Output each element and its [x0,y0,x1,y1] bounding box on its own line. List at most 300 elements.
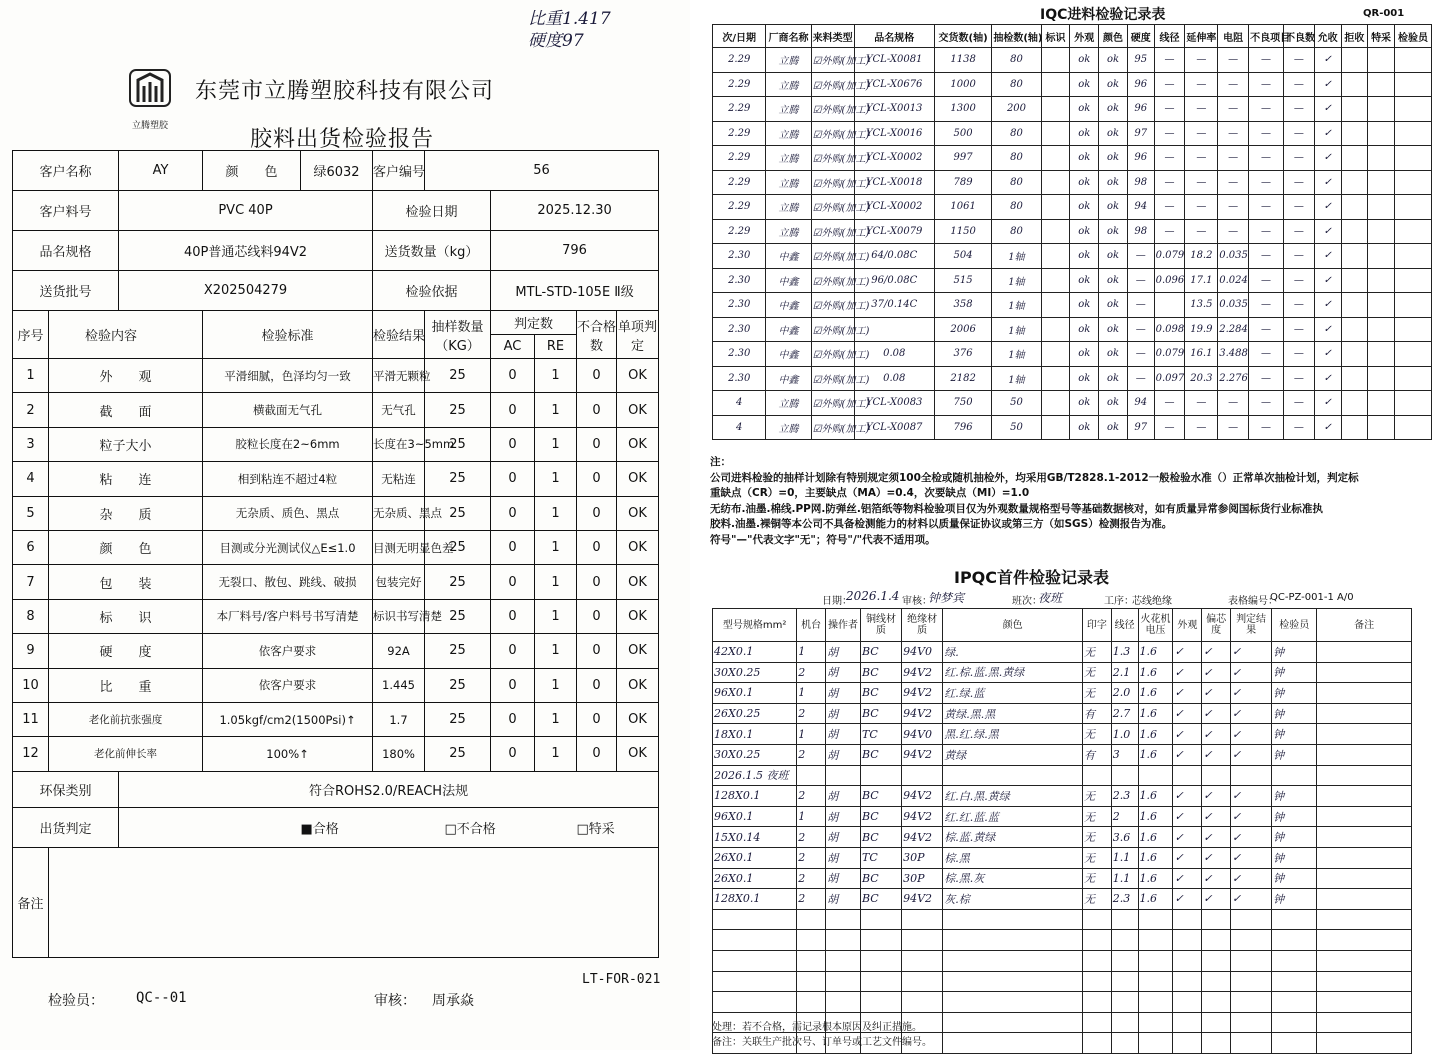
report-cell-std: 横截面无气孔 [203,393,373,427]
report-row [13,530,659,564]
shipment-special: □特采 [577,807,659,847]
iqc-row [713,244,1432,269]
iqc-cell: 515 [934,268,992,293]
ipqc-cell [713,992,797,1013]
iqc-row [713,415,1432,440]
report-cell-sample: 25 [425,462,491,496]
iqc-row [713,121,1432,146]
iqc-cell: ok [1070,146,1099,171]
iqc-cell: — [1284,391,1315,416]
iqc-cell: 80 [992,121,1041,146]
ipqc-cell [1317,744,1412,765]
ipqc-cell: 红.棕.蓝.黑.黄绿 [943,662,1083,683]
ipqc-cell: 26X0.1 [713,847,797,868]
iqc-cell: 中鑫 [766,317,811,342]
iqc-cell: ☑外购(加工) [811,97,854,122]
iqc-cell: 376 [934,342,992,367]
ipqc-cell [1317,930,1412,951]
ipqc-cell [1173,1033,1202,1054]
iqc-cell [1368,391,1395,416]
ipqc-cell [1111,909,1138,930]
ipqc-cell [1111,950,1138,971]
ipqc-cell: 无 [1083,683,1112,704]
iqc-cell: — [1284,146,1315,171]
report-cell-no: 3 [13,427,49,461]
iqc-row [713,72,1432,97]
ipqc-cell: 30X0.25 [713,662,797,683]
ipqc-cell [1202,971,1231,992]
ipqc-cell [902,930,943,951]
iqc-cell: 中鑫 [766,342,811,367]
ipqc-cell [1083,909,1112,930]
iqc-cell: — [1218,219,1249,244]
iqc-row [713,317,1432,342]
ipqc-cell: 26X0.25 [713,703,797,724]
note-density: 比重1.417 [528,9,611,29]
ipqc-cell: 灰.棕 [943,889,1083,910]
ipqc-cell: 棕.黑 [943,847,1083,868]
iqc-cell: 1轴 [992,366,1041,391]
iqc-header-cell: 不良项目 [1249,25,1284,48]
ipqc-cell: ✓ [1231,806,1272,827]
ipqc-cell: 红.红.蓝.蓝 [943,806,1083,827]
report-cell-result: 无杂质、黑点 [373,496,425,530]
ipqc-cell: BC [861,642,902,663]
ipqc-cell [943,1033,1083,1054]
iqc-rows [713,25,1432,440]
iqc-cell: ☑外购(加工) [811,391,854,416]
ipqc-cell: 2 [797,662,826,683]
iqc-cell: ok [1070,244,1099,269]
iqc-cell: ok [1099,244,1128,269]
iqc-cell: 中鑫 [766,268,811,293]
report-cell-ac: 0 [491,427,535,461]
iqc-cell [1368,342,1395,367]
report-row [13,462,659,496]
report-cell-re: 1 [535,393,577,427]
iqc-cell [1041,195,1070,220]
iqc-cell: ☑外购(加工) [811,170,854,195]
ipqc-cell [1138,930,1173,951]
ipqc-cell: 钟 [1272,703,1317,724]
ipqc-cell: 1.6 [1138,642,1173,663]
ipqc-cell [1231,950,1272,971]
ipqc-cell: 128X0.1 [713,786,797,807]
iqc-cell: — [1127,366,1154,391]
ipqc-cell: 钟 [1272,662,1317,683]
ipqc-cell [943,930,1083,951]
iqc-cell: 2.29 [713,146,766,171]
report-cell-item: 截 面 [49,393,203,427]
ipqc-cell: 钟 [1272,889,1317,910]
iqc-cell [1341,293,1368,318]
ipqc-cell [1231,1012,1272,1033]
iqc-cell: 95 [1127,48,1154,73]
report-cell-std: 依客户要求 [203,634,373,668]
report-cell-re: 1 [535,702,577,736]
ipqc-cell: 钟 [1272,683,1317,704]
report-cell-ng: 0 [577,530,617,564]
iqc-cell: 789 [934,170,992,195]
ipqc-cell [1317,703,1412,724]
report-cell-std: 无裂口、散包、跳线、破损 [203,565,373,599]
ipqc-cell: ✓ [1202,703,1231,724]
iqc-cell: — [1218,48,1249,73]
iqc-header-row [713,25,1432,48]
ipqc-process-label: 工序： [1104,596,1134,607]
iqc-cell: 0.097 [1154,366,1185,391]
report-cell-result: 长度在3~5mm [373,427,425,461]
iqc-row [713,391,1432,416]
ipqc-cell: ✓ [1231,683,1272,704]
iqc-cell: 80 [992,146,1041,171]
ipqc-cell: 1.6 [1138,868,1173,889]
iqc-cell [1394,317,1431,342]
iqc-cell: — [1249,195,1284,220]
iqc-cell: ok [1070,97,1099,122]
iqc-cell: 96 [1127,146,1154,171]
ipqc-cell: 胡 [826,662,861,683]
report-cell-ac: 0 [491,496,535,530]
iqc-cell [1368,244,1395,269]
ipqc-cell [1111,765,1138,786]
iqc-cell: — [1284,121,1315,146]
ipqc-cell: 1 [797,683,826,704]
ipqc-cell: 15X0.14 [713,827,797,848]
iqc-cell [1394,244,1431,269]
ipqc-cell: ✓ [1202,724,1231,745]
ipqc-cell: 胡 [826,724,861,745]
ipqc-cell: ✓ [1231,744,1272,765]
iqc-cell: 80 [992,48,1041,73]
ipqc-cell: BC [861,806,902,827]
iqc-cell: 2.30 [713,342,766,367]
ipqc-cell [1317,827,1412,848]
iqc-cell [1341,219,1368,244]
report-cell-re: 1 [535,427,577,461]
iqc-cell: ✓ [1314,97,1341,122]
note-line: 重缺点（CR）=0，主要缺点（MA）=0.4，次要缺点（MI）=1.0 [710,487,1030,499]
ipqc-title: IPQC首件检验记录表 [954,568,1110,587]
ipqc-cell [1317,868,1412,889]
iqc-cell: — [1249,170,1284,195]
ipqc-cell: 有 [1083,703,1112,724]
iqc-cell: 3.488 [1218,342,1249,367]
remarks-value [49,847,659,957]
iqc-cell: 1轴 [992,293,1041,318]
ipqc-cell [1317,889,1412,910]
report-cell-re: 1 [535,496,577,530]
ipqc-cell: 钟 [1272,642,1317,663]
ipqc-cell: 胡 [826,703,861,724]
report-cell-no: 8 [13,599,49,633]
iqc-cell: 2.29 [713,48,766,73]
ipqc-cell [1083,950,1112,971]
ipqc-cell: BC [861,744,902,765]
iqc-cell [1368,415,1395,440]
iqc-cell: ✓ [1314,170,1341,195]
iqc-cell: 2182 [934,366,992,391]
iqc-cell [1394,72,1431,97]
customer-part: PVC 40P [119,191,373,231]
label-customer-name: 客户名称 [13,151,119,191]
product-spec: 40P普通芯线料94V2 [119,231,373,271]
ipqc-cell: 无 [1083,724,1112,745]
ipqc-cell [713,971,797,992]
ipqc-cell [1317,992,1412,1013]
iqc-cell: — [1284,48,1315,73]
ipqc-cell: 94V2 [902,786,943,807]
ipqc-cell: ✓ [1173,827,1202,848]
iqc-cell: 0.035 [1218,244,1249,269]
report-row [13,565,659,599]
ipqc-row [713,744,1412,765]
ipqc-cell [1231,971,1272,992]
iqc-cell [1341,170,1368,195]
report-cell-re: 1 [535,668,577,702]
iqc-cell [1368,121,1395,146]
report-cell-sample: 25 [425,496,491,530]
ipqc-cell [861,765,902,786]
iqc-cell: ✓ [1314,146,1341,171]
label-inspect-basis: 检验依据 [373,271,491,311]
ipqc-cell: 96X0.1 [713,683,797,704]
iqc-cell [1341,48,1368,73]
ipqc-cell [1272,950,1317,971]
ipqc-header-cell: 操作者 [826,609,861,642]
company-logo-icon [128,68,172,116]
ipqc-cell: 2 [797,847,826,868]
iqc-cell: 中鑫 [766,366,811,391]
iqc-cell [1041,219,1070,244]
iqc-row [713,268,1432,293]
report-cell-no: 12 [13,737,49,771]
ipqc-form-no: QC-PZ-001-1 A/0 [1270,592,1354,603]
ipqc-cell: BC [861,868,902,889]
iqc-header-cell: 检验员 [1394,25,1431,48]
ipqc-form-label: 表格编号： [1228,596,1278,607]
ipqc-cell [1317,786,1412,807]
iqc-cell: ✓ [1314,48,1341,73]
shipment-spacer [119,807,301,847]
iqc-cell: — [1249,342,1284,367]
ipqc-cell: 30P [902,847,943,868]
iqc-cell: — [1185,72,1218,97]
iqc-cell: 97 [1127,415,1154,440]
report-row [13,737,659,771]
iqc-cell [1341,97,1368,122]
report-cell-ac: 0 [491,359,535,393]
ipqc-cell: ✓ [1202,662,1231,683]
ipqc-cell [1231,992,1272,1013]
ipqc-cell [1317,950,1412,971]
report-cell-std: 100%↑ [203,737,373,771]
iqc-row [713,366,1432,391]
ipqc-cell [1231,930,1272,951]
iqc-cell: 19.9 [1185,317,1218,342]
ipqc-cell [1202,765,1231,786]
ipqc-cell: 胡 [826,806,861,827]
iqc-cell: 504 [934,244,992,269]
report-cell-ac: 0 [491,530,535,564]
inspector-name: QC--01 [136,990,187,1006]
iqc-cell [1041,170,1070,195]
report-cell-re: 1 [535,565,577,599]
ipqc-cell: 2.1 [1111,662,1138,683]
iqc-cell: — [1127,293,1154,318]
ipqc-cell: 1.1 [1111,847,1138,868]
col-ac: AC [491,335,535,359]
ipqc-cell: 1.6 [1138,683,1173,704]
ipqc-header-cell: 火花机电压 [1138,609,1173,642]
ipqc-cell: 26X0.1 [713,868,797,889]
report-cell-no: 6 [13,530,49,564]
iqc-header-cell: 不良数 [1284,25,1315,48]
report-cell-re: 1 [535,737,577,771]
report-cell-result: 包装完好 [373,565,425,599]
iqc-cell: — [1249,293,1284,318]
iqc-cell: ok [1070,121,1099,146]
ipqc-cell [1083,971,1112,992]
delivery-batch: X202504279 [119,271,373,311]
form-code: LT-FOR-021 [582,972,661,987]
ipqc-header-cell: 绝缘材质 [902,609,943,642]
ipqc-cell: 无 [1083,868,1112,889]
iqc-cell: 立腾 [766,97,811,122]
iqc-cell [1368,97,1395,122]
ipqc-cell [826,950,861,971]
ipqc-cell: ✓ [1231,786,1272,807]
col-ng: 不合格数 [577,311,617,359]
ipqc-row [713,950,1412,971]
ipqc-header-cell: 外观 [1173,609,1202,642]
ipqc-cell: ✓ [1173,786,1202,807]
iqc-cell: 2.29 [713,170,766,195]
ipqc-cell: 黄绿 [943,744,1083,765]
ipqc-cell [943,950,1083,971]
report-cell-re: 1 [535,530,577,564]
iqc-header-cell: 来料类型 [811,25,854,48]
iqc-cell: ✓ [1314,195,1341,220]
report-cell-result: 目测无明显色差 [373,530,425,564]
iqc-cell: — [1154,415,1185,440]
iqc-cell [1341,268,1368,293]
ipqc-cell [826,930,861,951]
iqc-cell: — [1127,244,1154,269]
ipqc-cell [1317,683,1412,704]
ipqc-row [713,889,1412,910]
iqc-cell [1041,391,1070,416]
iqc-cell: ✓ [1314,391,1341,416]
ipqc-cell: 2 [797,786,826,807]
iqc-cell [1341,146,1368,171]
iqc-cell: ✓ [1314,366,1341,391]
ipqc-cell [1173,909,1202,930]
iqc-cell: — [1284,97,1315,122]
iqc-cell: — [1249,244,1284,269]
iqc-row [713,195,1432,220]
iqc-cell [1041,293,1070,318]
iqc-cell [1154,293,1185,318]
iqc-cell: ok [1070,391,1099,416]
inspect-basis: MTL-STD-105E Ⅱ级 [491,271,659,311]
color-value: 绿6032 [301,151,373,191]
ipqc-cell [1272,765,1317,786]
iqc-header-cell: 拒收 [1341,25,1368,48]
ipqc-cell: 胡 [826,827,861,848]
iqc-cell: ok [1099,48,1128,73]
report-cell-sample: 25 [425,737,491,771]
ipqc-header-cell: 铜线材质 [861,609,902,642]
report-cell-judge: OK [617,702,659,736]
ipqc-cell: ✓ [1231,827,1272,848]
iqc-cell: ☑外购(加工) [811,219,854,244]
iqc-cell: ok [1070,268,1099,293]
iqc-cell: 80 [992,72,1041,97]
ipqc-cell [797,950,826,971]
iqc-cell: — [1249,121,1284,146]
ipqc-cell [1202,950,1231,971]
ipqc-cell: 128X0.1 [713,889,797,910]
iqc-cell: 64/0.08C [854,244,934,269]
iqc-cell [1394,293,1431,318]
iqc-header-cell: 交货数(轴) [934,25,992,48]
ipqc-cell: TC [861,724,902,745]
ipqc-cell [1317,1012,1412,1033]
note-hardness: 硬度97 [528,31,584,51]
handwritten-notes [528,8,611,52]
iqc-cell [1394,391,1431,416]
iqc-cell: — [1284,195,1315,220]
ipqc-cell: 无 [1083,786,1112,807]
ipqc-header-cell: 备注 [1317,609,1412,642]
ipqc-cell: 96X0.1 [713,806,797,827]
iqc-cell: 80 [992,195,1041,220]
iqc-cell [1394,170,1431,195]
iqc-cell [1368,146,1395,171]
report-row [13,634,659,668]
ipqc-cell: ✓ [1202,786,1231,807]
iqc-cell: ok [1070,293,1099,318]
ipqc-cell: 1.6 [1138,827,1173,848]
iqc-cell [1341,121,1368,146]
ipqc-row [713,827,1412,848]
note-line: 公司进料检验的抽样计划除有特别规定须100全检或随机抽检外，均采用GB/T2828.1-2012一般检验水准（）正常单次抽检计划，判定标 [710,471,1359,484]
iqc-cell: — [1284,293,1315,318]
report-cell-ac: 0 [491,599,535,633]
iqc-cell: — [1185,391,1218,416]
iqc-cell [1368,268,1395,293]
iqc-cell: 4 [713,391,766,416]
iqc-cell: 0.098 [1154,317,1185,342]
report-cell-sample: 25 [425,599,491,633]
iqc-cell: — [1154,72,1185,97]
ipqc-cell [1202,909,1231,930]
iqc-cell: 1轴 [992,244,1041,269]
ipqc-cell [797,765,826,786]
iqc-cell [1394,48,1431,73]
report-cell-ac: 0 [491,737,535,771]
iqc-cell: 16.1 [1185,342,1218,367]
ipqc-cell [943,1012,1083,1033]
col-single-judge: 单项判定 [617,311,659,359]
report-row [13,496,659,530]
ipqc-cell [902,909,943,930]
ipqc-cell: 94V2 [902,827,943,848]
iqc-cell: — [1154,48,1185,73]
iqc-cell: 2.30 [713,366,766,391]
ipqc-cell [797,992,826,1013]
